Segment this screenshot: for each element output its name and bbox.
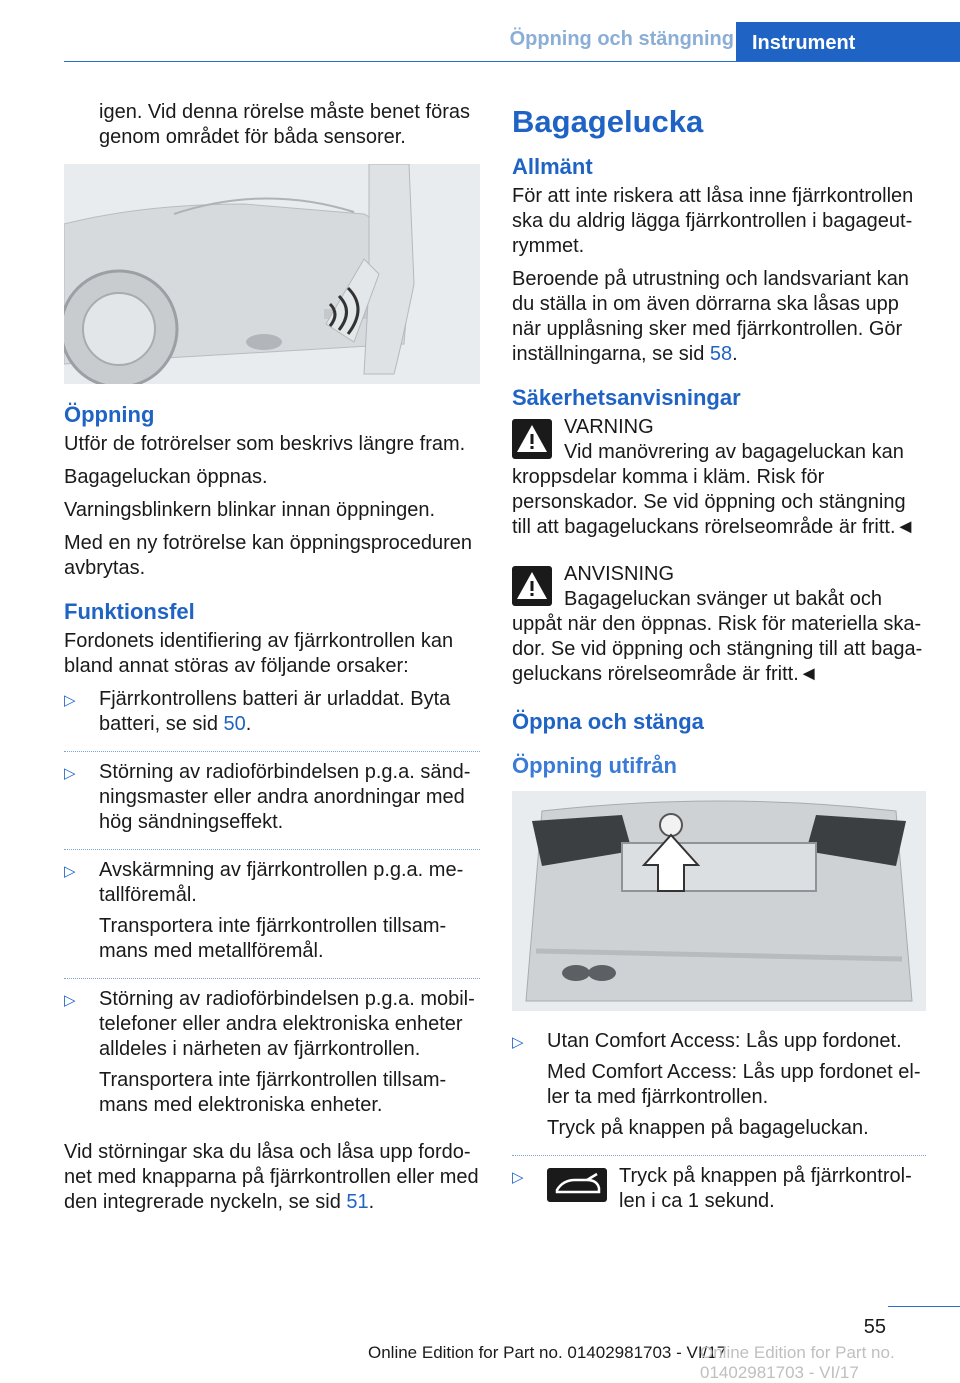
heading-open-outside: Öppning utifrån	[512, 753, 677, 778]
notice-first-line: Bagageluckan svänger ut bakåt och	[564, 588, 882, 610]
list-item: ▷ Störning av radioförbindelsen p.g.a. mobiltelefoner eller andra elektroniska enheter alldeles i närheten av fjärrkontrollen. Transportera inte fjärrkontrollen tillsammans med elektroniska enheter.	[64, 988, 475, 1116]
footer-rule	[888, 1306, 960, 1307]
watermark-text: Online Edition for Part no. 01402981703 - VI/17	[700, 1343, 895, 1382]
heading-open-close: Öppna och stänga	[512, 709, 704, 734]
heading-tailgate: Bagagelucka	[512, 104, 704, 139]
heading-general: Allmänt	[512, 154, 593, 179]
general-text-2: Beroende på utrustning och landsvariant kan du ställa in om även dörrarna ska låsas upp när upplåsning sker med fjärrkontrollen. Gör inställningarna, se sid 58.	[512, 268, 909, 365]
intro-text: igen. Vid denna rörelse måste benet föras genom området för båda sensorer.	[99, 101, 470, 148]
warning-block	[512, 415, 926, 540]
edition-text: Online Edition for Part no. 01402981703 - VI/17	[368, 1343, 727, 1362]
list-item: ▷ Avskärmning av fjärrkontrollen p.g.a. metallföremål. Transportera inte fjärrkontrollen tillsammans med metallföremål.	[64, 858, 480, 979]
list-item: ▷ Tryck på knappen på fjärrkontrollen i ca 1 sekund.	[512, 1165, 912, 1212]
notice-triangle-icon	[512, 566, 552, 606]
tailgate-button-illustration	[512, 791, 926, 1011]
heading-opening: Öppning	[64, 402, 155, 427]
opening-text-2: Bagageluckan öppnas.	[64, 466, 268, 488]
opening-text-4: Med en ny fotrörelse kan öppningsproceduren avbrytas.	[64, 532, 473, 579]
car-rear-tailgate-image	[512, 791, 926, 1011]
triangle-bullet-icon: ▷	[512, 1034, 524, 1051]
triangle-bullet-icon: ▷	[64, 992, 76, 1009]
page-number: 55	[863, 1316, 886, 1338]
left-column	[64, 100, 480, 1223]
remote-tailgate-button-icon	[547, 1168, 607, 1202]
general-text-1: För att inte riskera att låsa inne fjärrkontrollen ska du aldrig lägga fjärrkontrollen i bagageutrymmet.	[512, 185, 914, 257]
warning-triangle-icon	[512, 419, 552, 459]
opening-text-1: Utför de fotrörelser som beskrivs längre fram.	[64, 433, 466, 455]
heading-malfunction: Funktionsfel	[64, 599, 195, 624]
header-rule	[64, 61, 960, 62]
car-rear-foot-gesture-image	[64, 164, 480, 384]
triangle-bullet-icon: ▷	[64, 692, 76, 709]
malfunction-list	[64, 687, 480, 1132]
malfunction-outro: Vid störningar ska du låsa och låsa upp fordonet med knapparna på fjärrkontrollen eller med den integrerade nyckeln, se sid 51.	[64, 1141, 479, 1213]
list-item: ▷ Fjärrkontrollens batteri är urladdat. Byta batteri, se sid 50.	[64, 687, 480, 752]
warning-text: kroppsdelar komma i kläm. Risk för personskador. Se vid öppning och stängning till att bagageluckans rörelseområde är fritt.◄	[512, 466, 916, 538]
notice-title: ANVISNING	[564, 563, 675, 585]
right-column	[512, 100, 926, 1236]
notice-block	[512, 562, 926, 687]
heading-safety: Säkerhetsanvisningar	[512, 385, 741, 410]
malfunction-intro: Fordonets identifiering av fjärrkontrollen kan bland annat störas av följande orsaker:	[64, 630, 454, 677]
page-ref-link[interactable]: 51	[346, 1191, 369, 1213]
opening-text-3: Varningsblinkern blinkar innan öppningen.	[64, 499, 435, 521]
warning-title: VARNING	[564, 416, 654, 438]
page-ref-link[interactable]: 58	[709, 343, 733, 365]
page-ref-link[interactable]: 50	[223, 713, 246, 735]
triangle-bullet-icon: ▷	[64, 863, 76, 880]
triangle-bullet-icon: ▷	[512, 1169, 524, 1186]
notice-text: uppåt när den öppnas. Risk för materiella skador. Se vid öppning och stängning till att bagageluckans rörelseområde är fritt.◄	[512, 613, 923, 685]
triangle-bullet-icon: ▷	[64, 765, 76, 782]
warning-first-line: Vid manövrering av bagageluckan kan	[564, 441, 904, 463]
list-item: ▷ Utan Comfort Access: Lås upp fordonet. Med Comfort Access: Lås upp fordonet eller ta med fjärrkontrollen. Tryck på knappen på bagageluckan.	[512, 1029, 926, 1156]
list-item: ▷ Störning av radioförbindelsen p.g.a. sändningsmaster eller andra anordningar med hög sändningseffekt.	[64, 760, 480, 850]
chapter-tab: Instrument	[736, 22, 960, 62]
page-header	[0, 0, 960, 62]
section-title: Öppning och stängning	[509, 28, 734, 50]
foot-sensor-illustration	[64, 164, 480, 384]
outside-opening-list	[512, 1029, 926, 1228]
